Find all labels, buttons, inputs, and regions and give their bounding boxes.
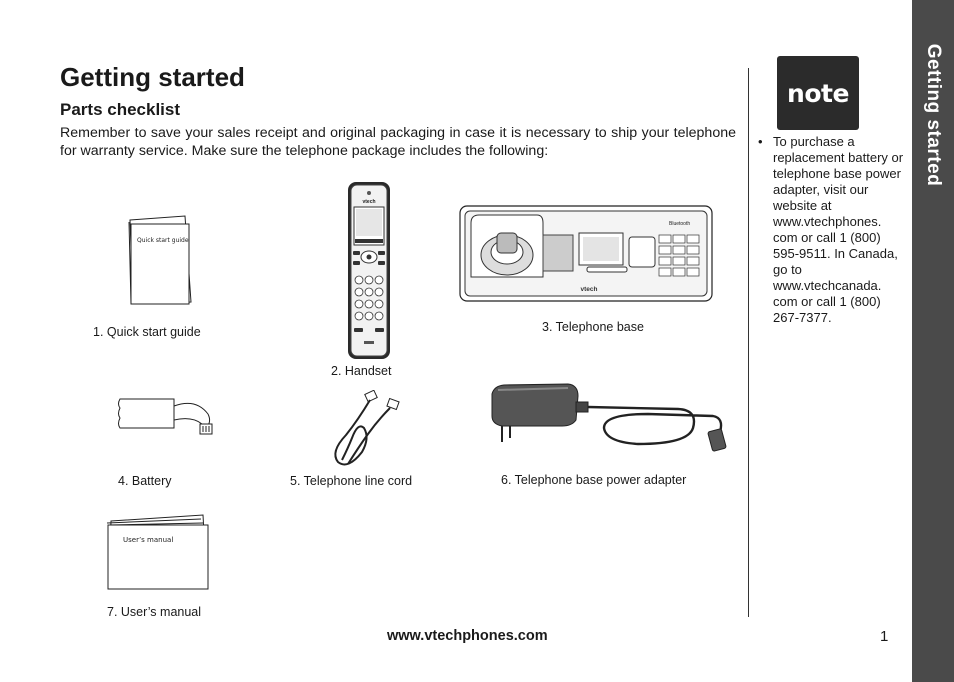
caption-quick-start-guide: 1. Quick start guide bbox=[93, 325, 201, 339]
page-title: Getting started bbox=[60, 62, 245, 92]
note-icon bbox=[777, 56, 859, 130]
caption-users-manual: 7. User’s manual bbox=[107, 605, 202, 619]
column-divider bbox=[748, 68, 749, 617]
power-adapter-illustration bbox=[488, 380, 736, 458]
caption-battery: 4. Battery bbox=[118, 474, 172, 488]
section-heading: Parts checklist bbox=[60, 100, 181, 119]
quick-guide-cover-text: Quick start guide bbox=[137, 237, 189, 244]
note-list bbox=[758, 134, 908, 326]
handset-brand-text: vtech bbox=[362, 199, 376, 205]
section-tab-label: Getting started bbox=[923, 43, 944, 187]
caption-power-adapter: 6. Telephone base power adapter bbox=[501, 473, 687, 487]
caption-telephone-base: 3. Telephone base bbox=[542, 320, 644, 334]
note-item: • To purchase a replacement battery or telephone base power adapter, visit our website at www.vtechphones. com or call 1 (800) 595-9511. In Canada, go to www.vtechcanada. com or call 1 (800) 267-7377. bbox=[758, 134, 908, 326]
users-manual-illustration bbox=[103, 513, 213, 593]
note-label: note bbox=[787, 78, 849, 108]
base-brand-text: vtech bbox=[580, 286, 598, 293]
caption-line-cord: 5. Telephone line cord bbox=[290, 474, 413, 488]
footer-url: www.vtechphones.com bbox=[387, 628, 548, 644]
caption-handset: 2. Handset bbox=[331, 364, 392, 378]
bluetooth-label: Bluetooth bbox=[669, 221, 691, 227]
handset-illustration bbox=[345, 181, 393, 361]
intro-paragraph: Remember to save your sales receipt and original packaging in case it is necessary to ship your telephone for warranty service. Make sure the telephone package includes the following: bbox=[60, 125, 736, 159]
page-number: 1 bbox=[880, 628, 889, 645]
manual-cover-text: User’s manual bbox=[123, 536, 174, 544]
telephone-base-illustration bbox=[459, 205, 714, 303]
quick-start-guide-illustration bbox=[125, 214, 195, 308]
battery-illustration bbox=[116, 394, 220, 444]
line-cord-illustration bbox=[318, 390, 408, 470]
